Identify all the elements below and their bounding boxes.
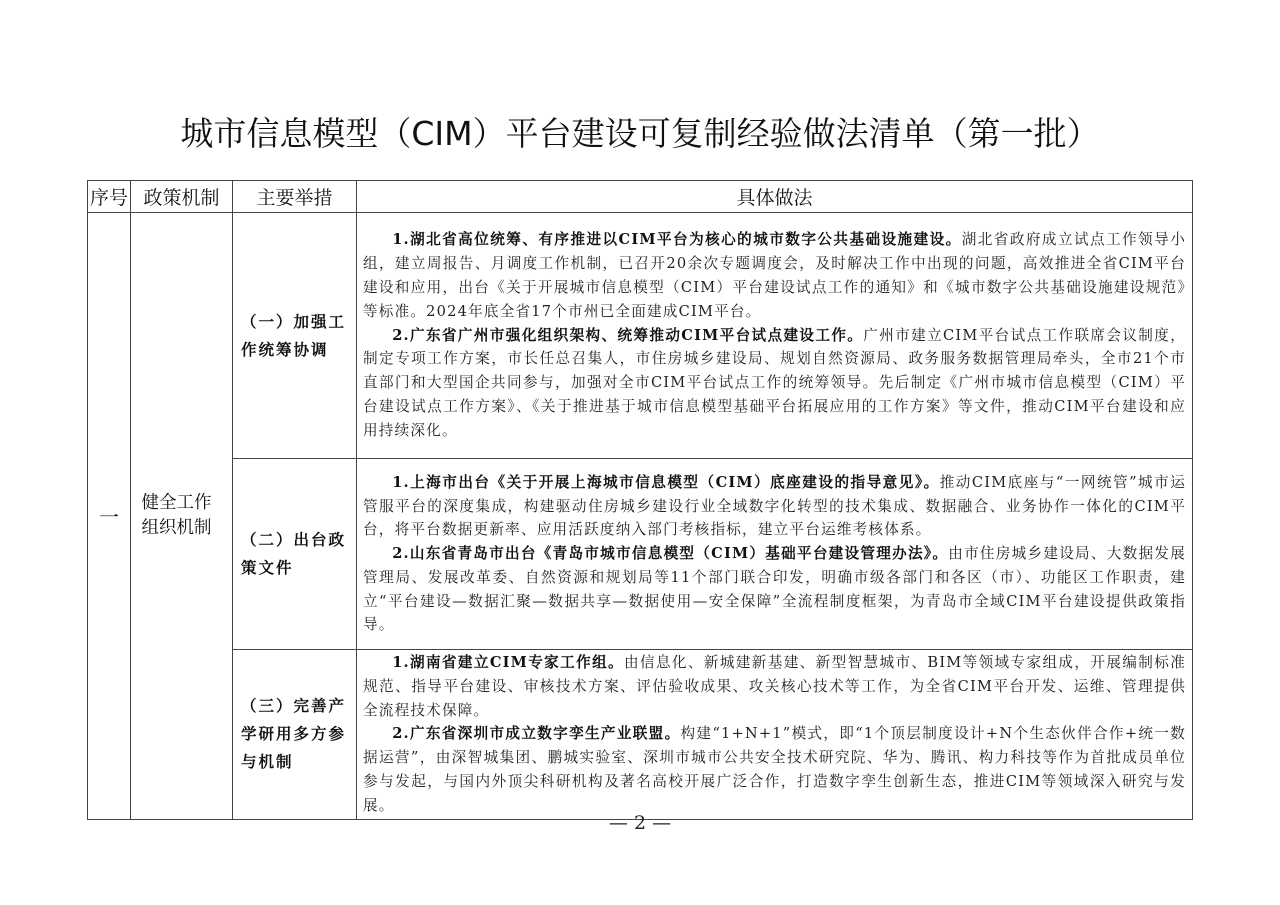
detail-item xyxy=(363,542,1186,637)
item-lead: 2.山东省青岛市出台《青岛市城市信息模型（CIM）基础平台建设管理办法》。 xyxy=(392,545,949,563)
detail-item xyxy=(363,324,1186,443)
item-body: 广州市建立CIM平台试点工作联席会议制度，制定专项工作方案，市长任总召集人，市住房城乡建设局、规划自然资源局、政务服务数据管理局牵头，全市21个市直部门和大型国企共同参与，加强对全市CIM平台试点工作的统筹领导。先后制定《广州市城市信息模型（CIM）平台建设试点工作方案》、《关于推进基于城市信息模型基础平台拓展应用的工作方案》等文件，推动CIM平台建设和应用持续深化。 xyxy=(363,326,1186,439)
detail-cell-2 xyxy=(357,459,1193,650)
item-lead: 2.广东省深圳市成立数字孪生产业联盟。 xyxy=(392,725,681,743)
page-number: — 2 — xyxy=(608,812,672,834)
header-detail: 具体做法 xyxy=(357,181,1193,213)
detail-item xyxy=(363,722,1186,817)
item-body: 由信息化、新城建新基建、新型智慧城市、BIM等领域专家组成，开展编制标准规范、指导平台建设、审核技术方案、评估验收成果、攻关核心技术等工作，为全省CIM平台开发、运维、管理提供全流程技术保障。 xyxy=(363,654,1186,719)
seq-cell: 一 xyxy=(88,213,131,820)
detail-cell-3 xyxy=(357,650,1193,820)
detail-item xyxy=(363,471,1186,542)
table-row xyxy=(88,213,1193,459)
header-seq: 序号 xyxy=(88,181,131,213)
policy-cell xyxy=(131,213,233,820)
item-lead: 1.上海市出台《关于开展上海城市信息模型（CIM）底座建设的指导意见》。 xyxy=(392,473,940,491)
header-policy: 政策机制 xyxy=(131,181,233,213)
policy-label: 健全工作组织机制 xyxy=(141,492,212,538)
measure-cell-3: （三）完善产学研用多方参与机制 xyxy=(233,650,357,820)
table-header-row xyxy=(88,181,1193,213)
table-row xyxy=(88,650,1193,820)
item-body: 推动CIM底座与“一网统管”城市运管服平台的深度集成，构建驱动住房城乡建设行业全域数字化转型的技术集成、数据融合、业务协作一体化的CIM平台，将平台数据更新率、应用活跃度纳入部门考核指标，建立平台运维考核体系。 xyxy=(363,473,1186,539)
item-lead: 1.湖北省高位统筹、有序推进以CIM平台为核心的城市数字公共基础设施建设。 xyxy=(392,231,962,249)
detail-item xyxy=(363,651,1186,722)
measure-cell-2: （二）出台政策文件 xyxy=(233,459,357,650)
table-row xyxy=(88,459,1193,650)
detail-item xyxy=(363,228,1186,323)
item-body: 构建“1+N+1”模式，即“1个顶层制度设计+N个生态伙伴合作+统一数据运营”，由深智城集团、鹏城实验室、深圳市城市公共安全技术研究院、华为、腾讯、构力科技等作为首批成员单位参与发起，与国内外顶尖科研机构及著名高校开展广泛合作，打造数字孪生创新生态，推进CIM等领域深入研究与发展。 xyxy=(363,725,1186,814)
item-lead: 2.广东省广州市强化组织架构、统筹推动CIM平台试点建设工作。 xyxy=(392,326,864,344)
item-lead: 1.湖南省建立CIM专家工作组。 xyxy=(392,654,625,671)
header-measure: 主要举措 xyxy=(233,181,357,213)
document-title: 城市信息模型（CIM）平台建设可复制经验做法清单（第一批） xyxy=(180,114,1100,153)
item-body: 湖北省政府成立试点工作领导小组，建立周报告、月调度工作机制，已召开20余次专题调度会，及时解决工作中出现的问题，高效推进全省CIM平台建设和应用，出台《关于开展城市信息模型（CIM）平台建设试点工作的通知》和《城市数字公共基础设施建设规范》等标准。2024年底全省17个市州已全面建成CIM平台。 xyxy=(363,231,1187,320)
measures-table xyxy=(87,180,1193,820)
item-body: 由市住房城乡建设局、大数据发展管理局、发展改革委、自然资源和规划局等11个部门联合印发，明确市级各部门和各区（市）、功能区工作职责，建立“平台建设—数据汇聚—数据共享—数据使用—安全保障”全流程制度框架，为青岛市全域CIM平台建设提供政策指导。 xyxy=(363,545,1186,634)
detail-cell-1 xyxy=(357,213,1193,459)
measure-cell-1: （一）加强工作统筹协调 xyxy=(233,213,357,459)
